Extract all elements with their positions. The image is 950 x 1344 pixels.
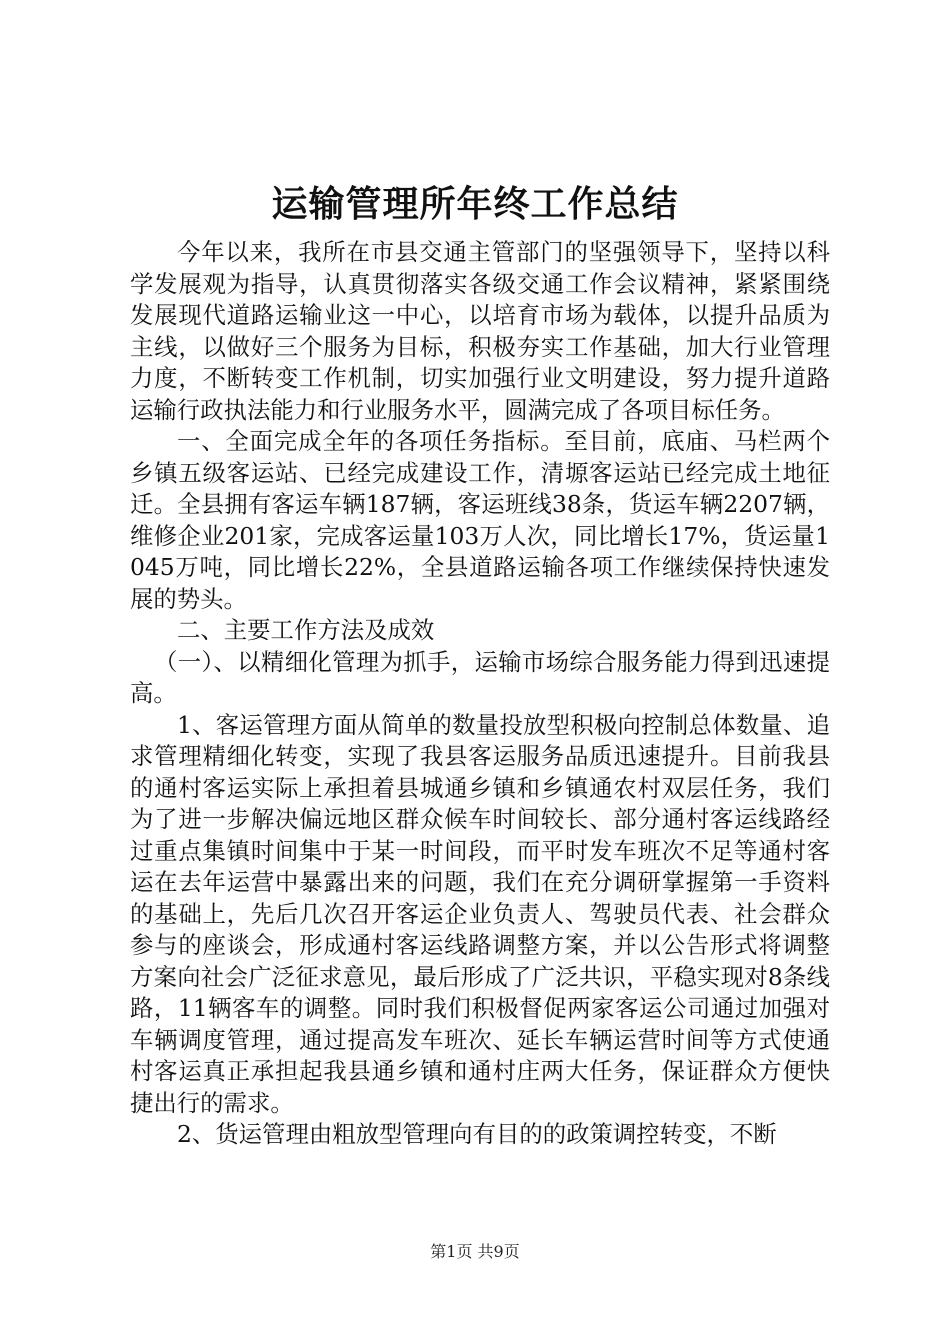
paragraph-item-2: 2、货运管理由粗放型管理向有目的的政策调控转变，不断 bbox=[177, 1120, 777, 1148]
document-body bbox=[130, 237, 830, 1151]
document-title: 运输管理所年终工作总结 bbox=[271, 183, 679, 225]
paragraph-section-2-heading: 二、主要工作方法及成效 bbox=[177, 616, 435, 644]
paragraph-intro: 今年以来，我所在市县交通主管部门的坚强领导下，坚持以科学发展观为指导，认真贯彻落实各级交通工作会议精神，紧紧围绕发展现代道路运输业这一中心，以培育市场为载体，以提升品质为主线，以做好三个服务为目标，积极夯实工作基础，加大行业管理力度，不断转变工作机制，切实加强行业文明建设，努力提升道路运输行政执法能力和行业服务水平，圆满完成了各项目标任务。 bbox=[130, 238, 830, 424]
paragraph-section-1: 一、全面完成全年的各项任务指标。至目前，底庙、马栏两个乡镇五级客运站、已经完成建设工作，清塬客运站已经完成土地征迁。全县拥有客运车辆187辆，客运班线38条，货运车辆2207辆，维修企业201家，完成客运量103万人次，同比增长17%，货运量1045万吨，同比增长22%，全县道路运输各项工作继续保持快速发展的势头。 bbox=[130, 427, 830, 613]
page-footer: 第1页 共9页 bbox=[430, 1242, 520, 1261]
paragraph-item-1: 1、客运管理方面从简单的数量投放型积极向控制总体数量、追求管理精细化转变，实现了我县客运服务品质迅速提升。目前我县的通村客运实际上承担着县城通乡镇和乡镇通农村双层任务，我们为了进一步解决偏远地区群众候车时间较长、部分通村客运线路经过重点集镇时间集中于某一时间段，而平时发车班次不足等通村客运在去年运营中暴露出来的问题，我们在充分调研掌握第一手资料的基础上，先后几次召开客运企业负责人、驾驶员代表、社会群众参与的座谈会，形成通村客运线路调整方案，并以公告形式将调整方案向社会广泛征求意见，最后形成了广泛共识，平稳实现对8条线路，11辆客车的调整。同时我们积极督促两家客运公司通过加强对车辆调度管理，通过提高发车班次、延长车辆运营时间等方式使通村客运真正承担起我县通乡镇和通村庄两大任务，保证群众方便快捷出行的需求。 bbox=[130, 710, 830, 1117]
paragraph-subsection-1: （一）、以精细化管理为抓手，运输市场综合服务能力得到迅速提高。 bbox=[130, 647, 830, 707]
